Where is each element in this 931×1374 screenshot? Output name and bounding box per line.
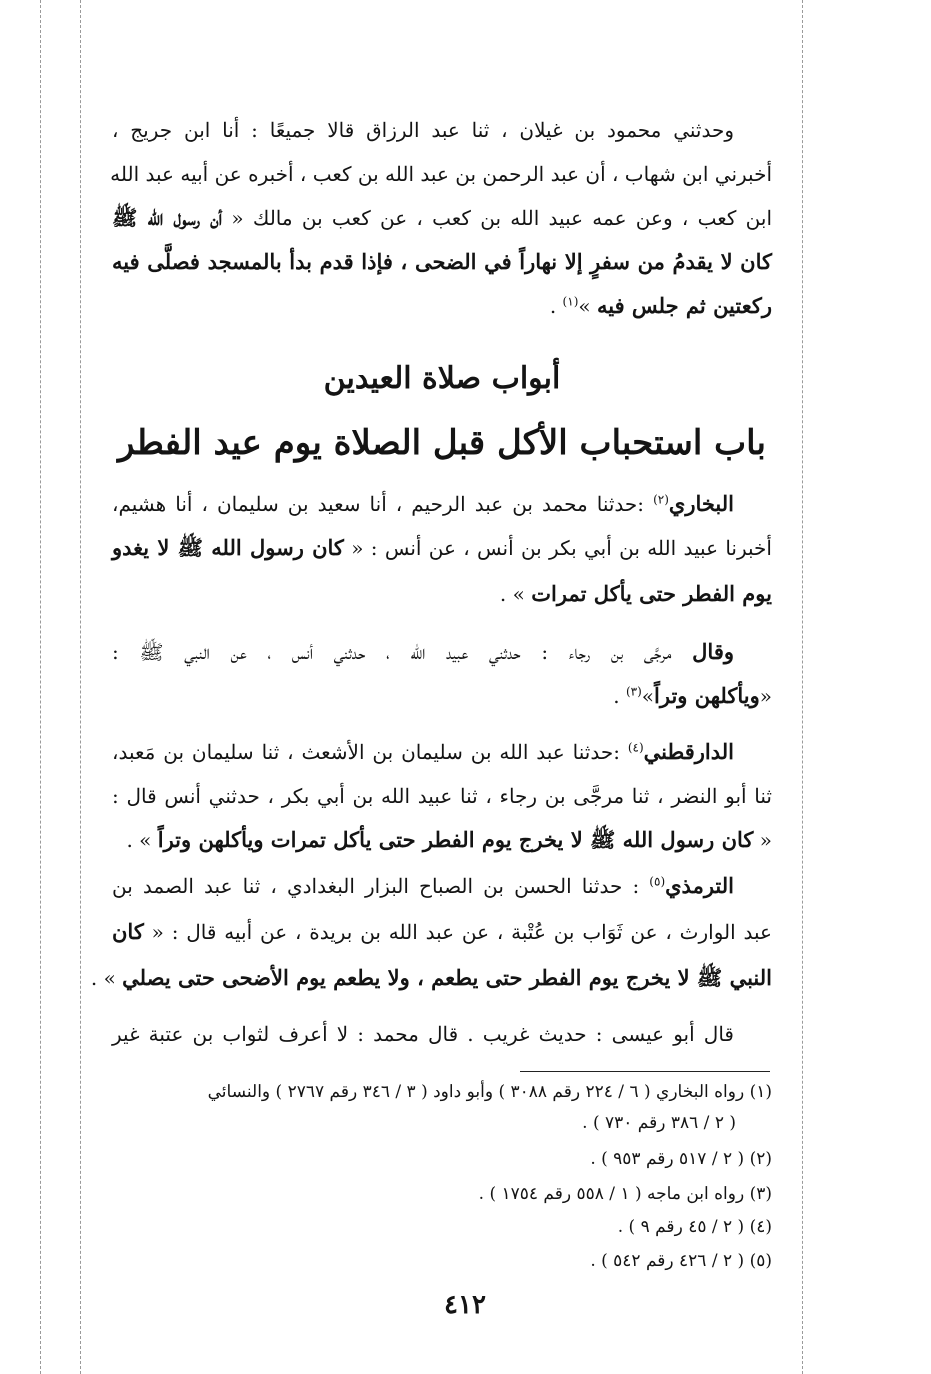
footnote-separator	[520, 1071, 770, 1072]
text-line: وقال مرجَّى بن رجاء : حدثني عبيد الله ، حدثني أنس ، عن النبي ﷺ :	[112, 639, 734, 664]
text-line: كان لا يقدمُ من سفرٍ إلا نهاراً في الضحى ، فإذا قدم بدأ بالمسجد فصلَّى فيه	[112, 249, 772, 274]
footnote: ( ٢ / ٣٨٦ رقم ٧٣٠ ) .	[582, 1113, 736, 1133]
text-line: وحدثني محمود بن غيلان ، ثنا عبد الرزاق قالا جميعًا : أنا ابن جريج ،	[112, 118, 734, 142]
page-number: ٤١٢	[444, 1290, 486, 1320]
text-line: الدارقطني$^{(٤)}$ :حدثنا عبد الله بن سليمان بن الأشعث ، ثنا سليمان بن مَعبد،	[112, 739, 734, 764]
text-line: أخبرني ابن شهاب ، أن عبد الرحمن بن عبد الله بن كعب ، أخبره عن أبيه عبد الله	[110, 162, 772, 186]
footnote: (٢) ( ٢ / ٥١٧ رقم ٩٥٣ ) .	[590, 1149, 772, 1169]
text-line: يوم الفطر حتى يأكل تمرات » .	[499, 581, 772, 606]
text-line: ثنا أبو النضر ، ثنا مرجَّى بن رجاء ، ثنا عبيد الله بن أبي بكر ، حدثني أنس قال :	[112, 784, 772, 808]
footnote: (٥) ( ٢ / ٤٢٦ رقم ٥٤٢ ) .	[590, 1251, 772, 1271]
footnote: (١) رواه البخاري ( ٦ / ٢٢٤ رقم ٣٠٨٨ ) وأبو داود ( ٣ / ٣٤٦ رقم ٢٧٦٧ ) والنسائي	[207, 1082, 772, 1102]
margin-guide-right	[802, 0, 803, 1374]
chapter-heading: باب استحباب الأكل قبل الصلاة يوم عيد الفطر	[117, 423, 766, 463]
text-line: البخاري$^{(٢)}$ :حدثنا محمد بن عبد الرحيم ، أنا سعيد بن سليمان ، أنا هشيم،	[112, 491, 734, 516]
footnote: (٣) رواه ابن ماجه ( ١ / ٥٥٨ رقم ١٧٥٤ ) .	[478, 1184, 772, 1204]
text-line: « كان رسول الله ﷺ لا يخرج يوم الفطر حتى يأكل تمرات ويأكلهن وتراً » .	[126, 827, 772, 852]
footnote: (٤) ( ٢ / ٤٥ رقم ٩ ) .	[617, 1217, 772, 1237]
text-line: ركعتين ثم جلس فيه »$^{(١)}$ .	[549, 293, 772, 318]
section-heading: أبواب صلاة العيدين	[323, 361, 561, 396]
text-line: النبي ﷺ لا يخرج يوم الفطر حتى يطعم ، ولا يطعم يوم الأضحى حتى يصلي » .	[90, 965, 772, 990]
text-line: عبد الوارث ، عن ثَوَاب بن عُتْبة ، عن عبد الله بن بريدة ، عن أبيه قال : « كان	[112, 919, 772, 944]
margin-guide-left	[40, 0, 41, 1374]
text-line: «ويأكلهن وتراً»$^{(٣)}$ .	[613, 683, 772, 708]
text-line: قال أبو عيسى : حديث غريب . قال محمد : لا أعرف لثواب بن عتبة غير	[112, 1022, 734, 1046]
text-line: ابن كعب ، وعن عمه عبيد الله بن كعب ، عن كعب بن مالك « أن رسول الله ﷺ	[112, 205, 773, 230]
text-line: الترمذي$^{(٥)}$ : حدثنا الحسن بن الصباح البزار البغدادي ، ثنا عبد الصمد بن	[112, 873, 734, 898]
text-line: أخبرنا عبيد الله بن أبي بكر بن أنس ، عن أنس : « كان رسول الله ﷺ لا يغدو	[112, 535, 772, 560]
